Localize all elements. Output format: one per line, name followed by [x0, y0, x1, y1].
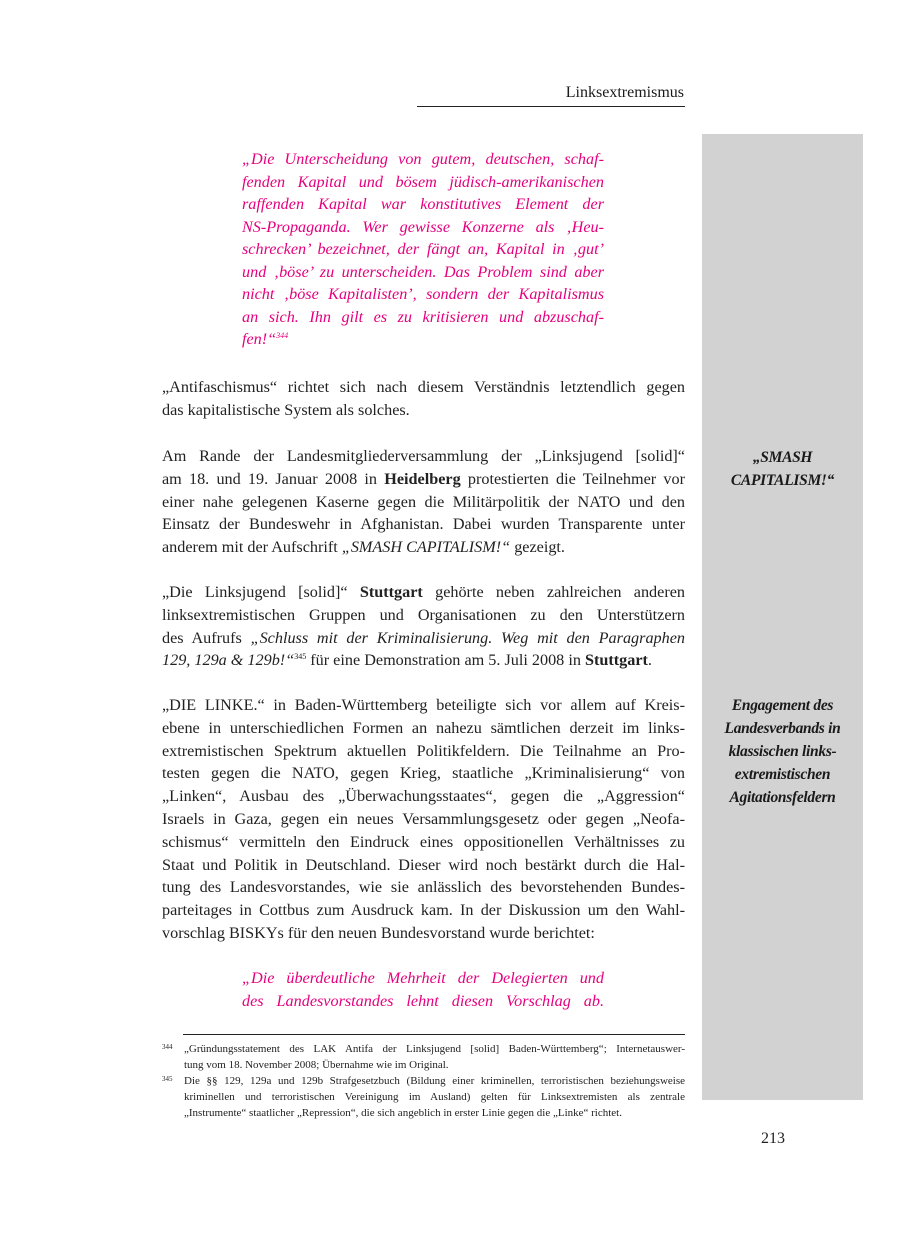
text-line: „DIE LINKE.“ in Baden-Württemberg beteiligte sich vor allem auf Kreis-: [162, 696, 685, 714]
text-line: Israels in Gaza, gegen ein neues Versammlungsgesetz oder gegen „Neofa-: [162, 809, 685, 828]
text-segment: am 18. und 19. Januar 2008 in: [162, 469, 385, 488]
text-segment: gezeigt.: [510, 538, 565, 557]
quote-line: des Landesvorstandes lehnt diesen Vorschlag ab.: [242, 991, 604, 1010]
text-line: Staat und Politik in Deutschland. Dieser wird noch bestärkt durch die Hal-: [162, 855, 685, 874]
quote-block-1: [242, 148, 604, 351]
footnote-rule: [183, 1034, 685, 1035]
text-line: [162, 581, 685, 604]
margin-note-engagement: [702, 694, 863, 809]
text-line: vorschlag BISKYs für den neuen Bundesvorstand wurde berichtet:: [162, 923, 595, 942]
text-line: [162, 649, 685, 672]
margin-sidebar: [702, 134, 863, 1100]
margin-note-smash-capitalism: [702, 446, 863, 492]
text-line: das kapitalistische System als solches.: [162, 400, 410, 419]
text-segment: .: [647, 651, 652, 670]
text-line: testen gegen die NATO, gegen Krieg, staatliche „Kriminalisierung“ von: [162, 764, 685, 783]
running-header: Linksextremismus: [565, 84, 684, 101]
quote-line: „Die überdeutliche Mehrheit der Delegierten und: [242, 969, 604, 987]
text-line: [162, 627, 685, 650]
quote-line: NS-Propaganda. Wer gewisse Konzerne als ‚Heu-: [242, 217, 604, 236]
text-line: schismus“ vermitteln den Eindruck eines oppositionellen Verhältnisses zu: [162, 832, 685, 851]
text-line: parteitages in Cottbus zum Ausdruck kam. In der Diskussion um den Wahl-: [162, 901, 685, 920]
text-line: ebene in unterschiedlichen Formen an nahezu sämtlichen derzeit im links-: [162, 718, 685, 737]
quote-line: raffenden Kapital war konstitutives Element der: [242, 195, 604, 213]
text-line: „Linken“, Ausbau des „Überwachungsstaates“, gegen die „Aggression“: [162, 787, 685, 806]
header-rule: [417, 106, 685, 107]
quote-line: nicht ‚böse Kapitalisten’, sondern der Kapitalismus: [242, 285, 604, 303]
slogan: „Schluss mit der Kriminalisierung. Weg mit den Paragraphen: [250, 628, 685, 647]
paragraph-3: [162, 581, 685, 672]
text-line: [162, 468, 685, 491]
place-name: Stuttgart: [359, 583, 423, 601]
slogan: 129, 129a & 129b!“: [162, 651, 295, 670]
text-segment: protestierten die Teilnehmer vor: [460, 469, 685, 488]
paragraph-1: [162, 376, 685, 422]
footnote-number: 345: [162, 1075, 173, 1083]
quote-line: an sich. Ihn gilt es zu kritisieren und abzuschaf-: [242, 307, 604, 326]
margin-note-line: Engagement des: [731, 697, 834, 714]
margin-note-line: CAPITALISM!“: [730, 472, 835, 489]
text-line: einer nahe gelegenen Kaserne gegen die Militärpolitik der NATO und den: [162, 492, 685, 511]
text-line: Einsatz der Bundeswehr in Afghanistan. Dabei wurden Transparente unter: [162, 515, 685, 534]
text-segment: „Die Linksjugend [solid]“: [162, 583, 360, 601]
footnote-ref[interactable]: 345: [294, 652, 307, 662]
text-line: [162, 536, 685, 559]
footnote-line: Die §§ 129, 129a und 129b Strafgesetzbuch (Bildung einer kriminellen, terroristischen beziehungsweise: [184, 1075, 685, 1087]
text-segment: des Aufrufs: [162, 628, 251, 647]
footnote-text: [184, 1073, 685, 1121]
margin-note-line: Agitationsfeldern: [729, 789, 836, 806]
text-segment: gehörte neben zahlreichen anderen: [422, 583, 685, 601]
quote-line: [242, 328, 604, 351]
text-line: linksextremistischen Gruppen und Organisationen zu den Unterstützern: [162, 605, 685, 624]
text-segment: für eine Demonstration am 5. Juli 2008 in: [306, 651, 585, 670]
quote-line: fenden Kapital und bösem jüdisch-amerikanischen: [242, 172, 604, 191]
footnote-text: [184, 1041, 685, 1073]
footnote-line: tung vom 18. November 2008; Übernahme wie im Original.: [184, 1059, 449, 1071]
quote-line: schrecken’ bezeichnet, der fängt an, Kapital in ‚gut’: [242, 240, 604, 258]
quote-line: „Die Unterscheidung von gutem, deutschen, schaf-: [242, 150, 604, 168]
text-segment: anderem mit der Aufschrift: [162, 538, 342, 557]
text-line: Am Rande der Landesmitgliederversammlung der „Linksjugend [solid]“: [162, 447, 685, 465]
slogan: „SMASH CAPITALISM!“: [341, 538, 511, 557]
footnote-line: „Gründungsstatement des LAK Antifa der Linksjugend [solid] Baden-Württemberg“; Internetauswer-: [184, 1043, 685, 1055]
place-name: Stuttgart: [584, 651, 648, 670]
paragraph-2: [162, 445, 685, 559]
text-line: extremistischen Spektrum aktuellen Politikfeldern. Die Teilnahme an Pro-: [162, 741, 685, 760]
footnote-line: „Instrumente“ staatlicher „Repression“, die sich angeblich in erster Linie gegen die „Linke“ richtet.: [184, 1107, 622, 1119]
quote-block-2: [242, 967, 604, 1012]
margin-note-line: Landesverbands in: [724, 720, 841, 737]
footnote-345: [162, 1073, 685, 1121]
footnote-344: [162, 1041, 685, 1073]
paragraph-4: [162, 694, 685, 945]
margin-note-line: klassischen links-: [728, 743, 837, 760]
place-name: Heidelberg: [384, 469, 461, 488]
quote-line: und ‚böse’ zu unterscheiden. Das Problem sind aber: [242, 262, 604, 281]
footnote-ref[interactable]: 344: [276, 331, 289, 340]
footnote-number: 344: [162, 1043, 173, 1051]
margin-note-line: „SMASH: [752, 449, 813, 466]
text-line: tung des Landesvorstandes, wie sie anlässlich des bevorstehenden Bundes-: [162, 878, 685, 897]
text-line: „Antifaschismus“ richtet sich nach diesem Verständnis letztendlich gegen: [162, 378, 685, 396]
margin-note-line: extremistischen: [734, 766, 831, 783]
page-number: 213: [761, 1130, 785, 1147]
footnote-line: kriminellen und terroristischen Vereinigung im Ausland) gelten für Linksextremisten als zentrale: [184, 1091, 685, 1103]
quote-line-text: fen!“: [242, 330, 277, 348]
